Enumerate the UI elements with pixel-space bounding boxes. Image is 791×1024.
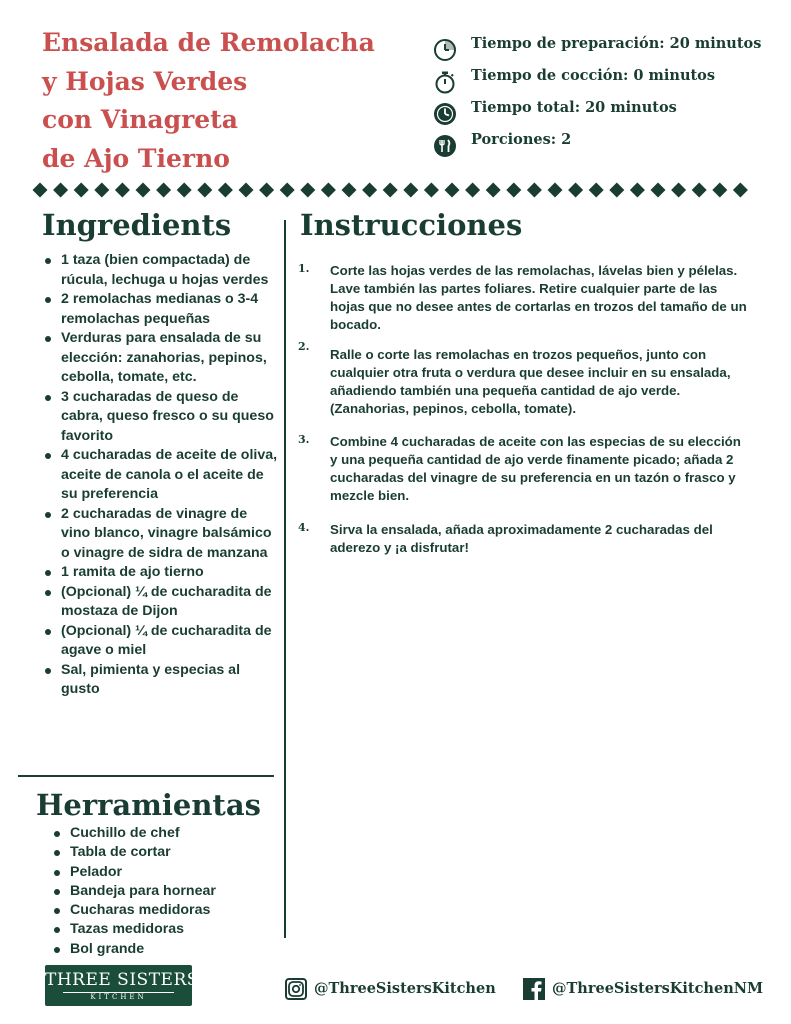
title-line-3: con Vinagreta <box>42 105 238 134</box>
stopwatch-icon <box>433 70 457 94</box>
facebook-handle[interactable] <box>523 978 773 1002</box>
facebook-icon <box>523 978 545 1000</box>
diamond-ornament <box>424 183 439 198</box>
diamond-ornament <box>342 183 357 198</box>
clock-filled-icon <box>433 102 457 126</box>
list-item: Bol grande <box>53 940 216 959</box>
list-item: 3 cucharadas de queso de cabra, queso fresco o su queso favorito <box>44 388 280 447</box>
total-time: Tiempo total: 20 minutos <box>471 99 677 116</box>
logo-subtitle: KITCHEN <box>63 992 174 1002</box>
step-number: 2. <box>298 340 310 353</box>
instruction-step <box>298 340 748 418</box>
list-item: Cucharas medidoras <box>53 901 216 920</box>
diamond-ornament <box>383 183 398 198</box>
diamond-ornament <box>156 183 171 198</box>
list-item: Bandeja para hornear <box>53 882 216 901</box>
instruction-step <box>298 521 748 557</box>
diamond-ornament <box>506 183 521 198</box>
instruction-step <box>298 262 748 334</box>
total-time-row <box>433 97 783 129</box>
horizontal-divider <box>18 775 274 777</box>
instagram-icon <box>285 978 307 1000</box>
diamond-ornament <box>280 183 295 198</box>
diamond-ornament <box>465 183 480 198</box>
prep-time-row <box>433 33 783 65</box>
ingredients-list <box>44 251 280 700</box>
diamond-ornament <box>94 183 109 198</box>
step-text: Combine 4 cucharadas de aceite con las especias de su elección y una pequeña cantidad de ajo verde finamente picado; añada 2 cucharadas del vinagre de su preferencia en un tazón o frasco y mezcle bien. <box>330 434 741 503</box>
diamond-ornament <box>74 183 89 198</box>
diamond-ornament <box>671 183 686 198</box>
diamond-ornament <box>403 183 418 198</box>
step-text: Sirva la ensalada, añada aproximadamente 2 cucharadas del aderezo y ¡a disfrutar! <box>330 522 713 555</box>
list-item: (Opcional) ¼ de cucharadita de agave o miel <box>44 622 280 661</box>
list-item: Pelador <box>53 863 216 882</box>
diamond-ornament <box>692 183 707 198</box>
utensils-icon <box>433 134 457 158</box>
list-item: 1 taza (bien compactada) de rúcula, lechuga u hojas verdes <box>44 251 280 290</box>
step-text: Corte las hojas verdes de las remolachas, lávelas bien y pélelas. Lave también las partes foliares. Retire cualquier parte de las hojas que no desee antes de cortarlas en trozos del tamaño de un bocado. <box>330 263 747 332</box>
diamond-divider <box>32 180 752 200</box>
diamond-ornament <box>321 183 336 198</box>
diamond-ornament <box>177 183 192 198</box>
prep-time: Tiempo de preparación: 20 minutos <box>471 35 762 52</box>
diamond-ornament <box>712 183 727 198</box>
diamond-ornament <box>527 183 542 198</box>
list-item: (Opcional) ¼ de cucharadita de mostaza de Dijon <box>44 583 280 622</box>
diamond-ornament <box>445 183 460 198</box>
diamond-ornament <box>568 183 583 198</box>
clock-icon <box>433 38 457 62</box>
diamond-ornament <box>53 183 68 198</box>
diamond-ornament <box>218 183 233 198</box>
diamond-ornament <box>136 183 151 198</box>
diamond-ornament <box>630 183 645 198</box>
diamond-ornament <box>300 183 315 198</box>
three-sisters-logo <box>45 965 199 1006</box>
list-item: 1 ramita de ajo tierno <box>44 563 280 583</box>
diamond-ornament <box>589 183 604 198</box>
recipe-title <box>42 24 412 178</box>
facebook-text: @ThreeSistersKitchenNM <box>552 980 764 997</box>
diamond-ornament <box>197 183 212 198</box>
diamond-ornament <box>259 183 274 198</box>
instagram-handle[interactable] <box>285 978 500 1002</box>
servings-row <box>433 129 783 161</box>
list-item: 4 cucharadas de aceite de oliva, aceite de canola o el aceite de su preferencia <box>44 446 280 505</box>
list-item: Cuchillo de chef <box>53 824 216 843</box>
list-item: 2 cucharadas de vinagre de vino blanco, vinagre balsámico o vinagre de sidra de manzana <box>44 505 280 564</box>
list-item: Sal, pimienta y especias al gusto <box>44 661 280 700</box>
title-line-2: y Hojas Verdes <box>42 66 248 96</box>
step-text: Ralle o corte las remolachas en trozos pequeños, junto con cualquier otra fruta o verdura que desee incluir en su ensalada, añadiendo también una pequeña cantidad de ajo verde. (Zanahorias, pepinos, cebolla, tomate). <box>330 347 731 416</box>
vertical-divider <box>284 220 286 938</box>
tools-heading: Herramientas <box>36 788 261 822</box>
diamond-ornament <box>733 183 748 198</box>
instagram-text: @ThreeSistersKitchen <box>314 980 496 997</box>
instructions-heading: Instrucciones <box>300 208 523 242</box>
diamond-ornament <box>33 183 48 198</box>
ingredients-heading: Ingredients <box>42 208 232 242</box>
recipe-meta <box>433 33 783 161</box>
logo-name: THREE SISTERS <box>45 970 199 990</box>
list-item: 2 remolachas medianas o 3-4 remolachas pequeñas <box>44 290 280 329</box>
servings: Porciones: 2 <box>471 131 572 148</box>
step-number: 4. <box>298 521 310 534</box>
diamond-ornament <box>362 183 377 198</box>
tools-list <box>53 824 216 959</box>
title-line-1: Ensalada de Remolacha <box>42 28 375 57</box>
list-item: Verduras para ensalada de su elección: zanahorias, pepinos, cebolla, tomate, etc. <box>44 329 280 388</box>
step-number: 1. <box>298 262 310 275</box>
instruction-step <box>298 433 748 505</box>
cook-time: Tiempo de cocción: 0 minutos <box>471 67 716 84</box>
list-item: Tabla de cortar <box>53 843 216 862</box>
diamond-ornament <box>548 183 563 198</box>
diamond-ornament <box>115 183 130 198</box>
step-number: 3. <box>298 433 310 446</box>
title-line-4: de Ajo Tierno <box>42 143 230 173</box>
diamond-ornament <box>609 183 624 198</box>
diamond-ornament <box>651 183 666 198</box>
cook-time-row <box>433 65 783 97</box>
list-item: Tazas medidoras <box>53 920 216 939</box>
diamond-ornament <box>239 183 254 198</box>
diamond-ornament <box>486 183 501 198</box>
